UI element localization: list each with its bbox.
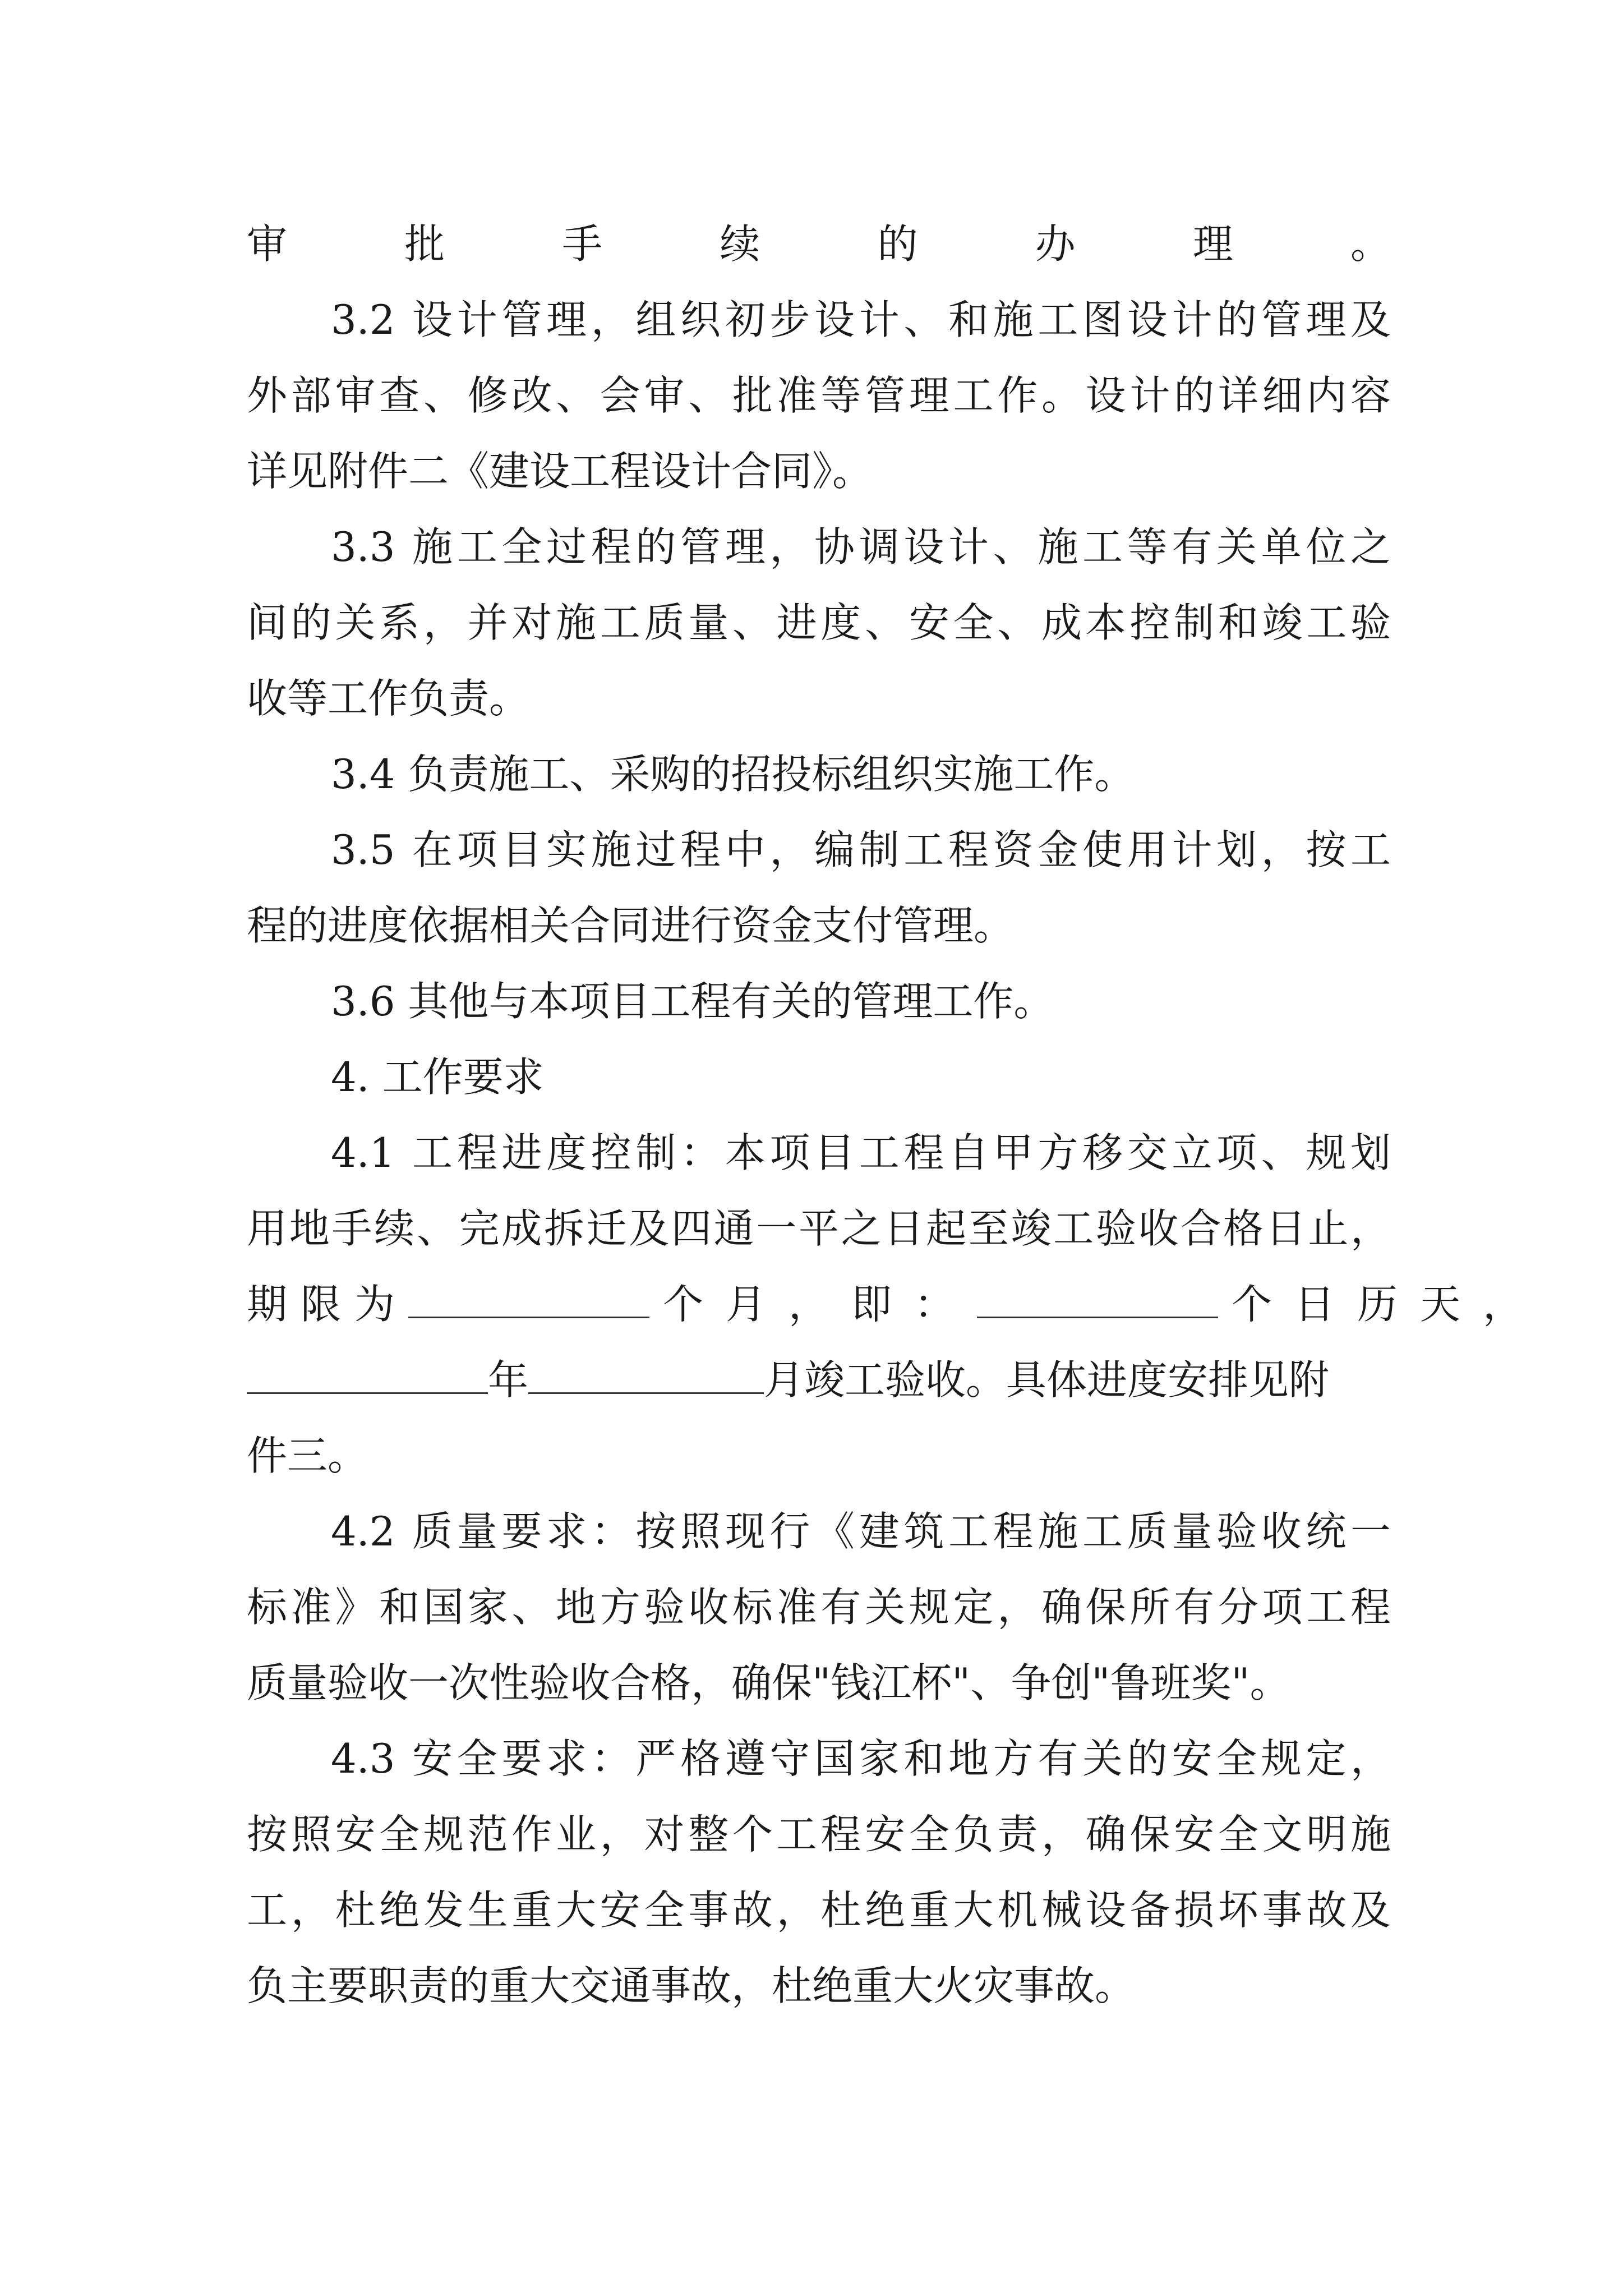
paragraph-line: 程的进度依据相关合同进行资金支付管理。 [247, 902, 1015, 949]
period-line [247, 1276, 1546, 1332]
months-blank-field[interactable] [408, 1281, 649, 1318]
paragraph-line: 4.3 安全要求：严格遵守国家和地方有关的安全规定， [331, 1735, 1391, 1782]
paragraph-line: 4.2 质量要求：按照现行《建筑工程施工质量验收统一 [331, 1508, 1391, 1555]
paragraph-line: 3.5 在项目实施过程中，编制工程资金使用计划，按工 [331, 826, 1391, 873]
days-blank-field[interactable] [977, 1281, 1218, 1318]
paragraph-line: 质量验收一次性验收合格，确保"钱江杯"、争创"鲁班奖"。 [247, 1659, 1290, 1706]
paragraph-line: 外部审查、修改、会审、批准等管理工作。设计的详细内容 [247, 372, 1391, 419]
paragraph-line: 3.4 负责施工、采购的招投标组织实施工作。 [331, 751, 1135, 798]
paragraph-line: 3.6 其他与本项目工程有关的管理工作。 [331, 978, 1054, 1025]
paragraph-line: 件三。 [247, 1432, 368, 1479]
paragraph-line: 详见附件二《建设工程设计合同》。 [247, 448, 873, 495]
paragraph-line: 间的关系，并对施工质量、进度、安全、成本控制和竣工验 [247, 599, 1391, 646]
year-blank-field[interactable] [247, 1356, 488, 1394]
paragraph-line: 按照安全规范作业，对整个工程安全负责，确保安全文明施 [247, 1811, 1391, 1858]
paragraph-line: 工，杜绝发生重大安全事故，杜绝重大机械设备损坏事故及 [247, 1887, 1391, 1934]
paragraph-line: 用地手续、完成拆迁及四通一平之日起至竣工验收合格日止， [247, 1205, 1391, 1252]
date-suffix: 月竣工验收。具体进度安排见附 [764, 1356, 1330, 1404]
month-unit: 个月，即： [663, 1281, 978, 1328]
paragraph-line: 负主要职责的重大交通事故，杜绝重大火灾事故。 [247, 1962, 1136, 2009]
paragraph-line: 4.1 工程进度控制：本项目工程自甲方移交立项、规划 [331, 1129, 1391, 1176]
paragraph-line: 审批手续的办理。 [247, 220, 1391, 268]
paragraph-line: 3.2 设计管理，组织初步设计、和施工图设计的管理及 [331, 296, 1391, 343]
paragraph-line: 收等工作负责。 [247, 675, 530, 722]
period-prefix: 期限为 [247, 1281, 409, 1328]
month-blank-field[interactable] [528, 1356, 764, 1394]
paragraph-line: 3.3 施工全过程的管理，协调设计、施工等有关单位之 [331, 523, 1391, 570]
section-heading: 4. 工作要求 [331, 1053, 544, 1101]
day-unit: 个日历天， [1232, 1281, 1546, 1328]
paragraph-line: 标准》和国家、地方验收标准有关规定，确保所有分项工程 [247, 1584, 1391, 1631]
date-line [247, 1352, 1391, 1408]
year-unit: 年 [488, 1356, 529, 1404]
